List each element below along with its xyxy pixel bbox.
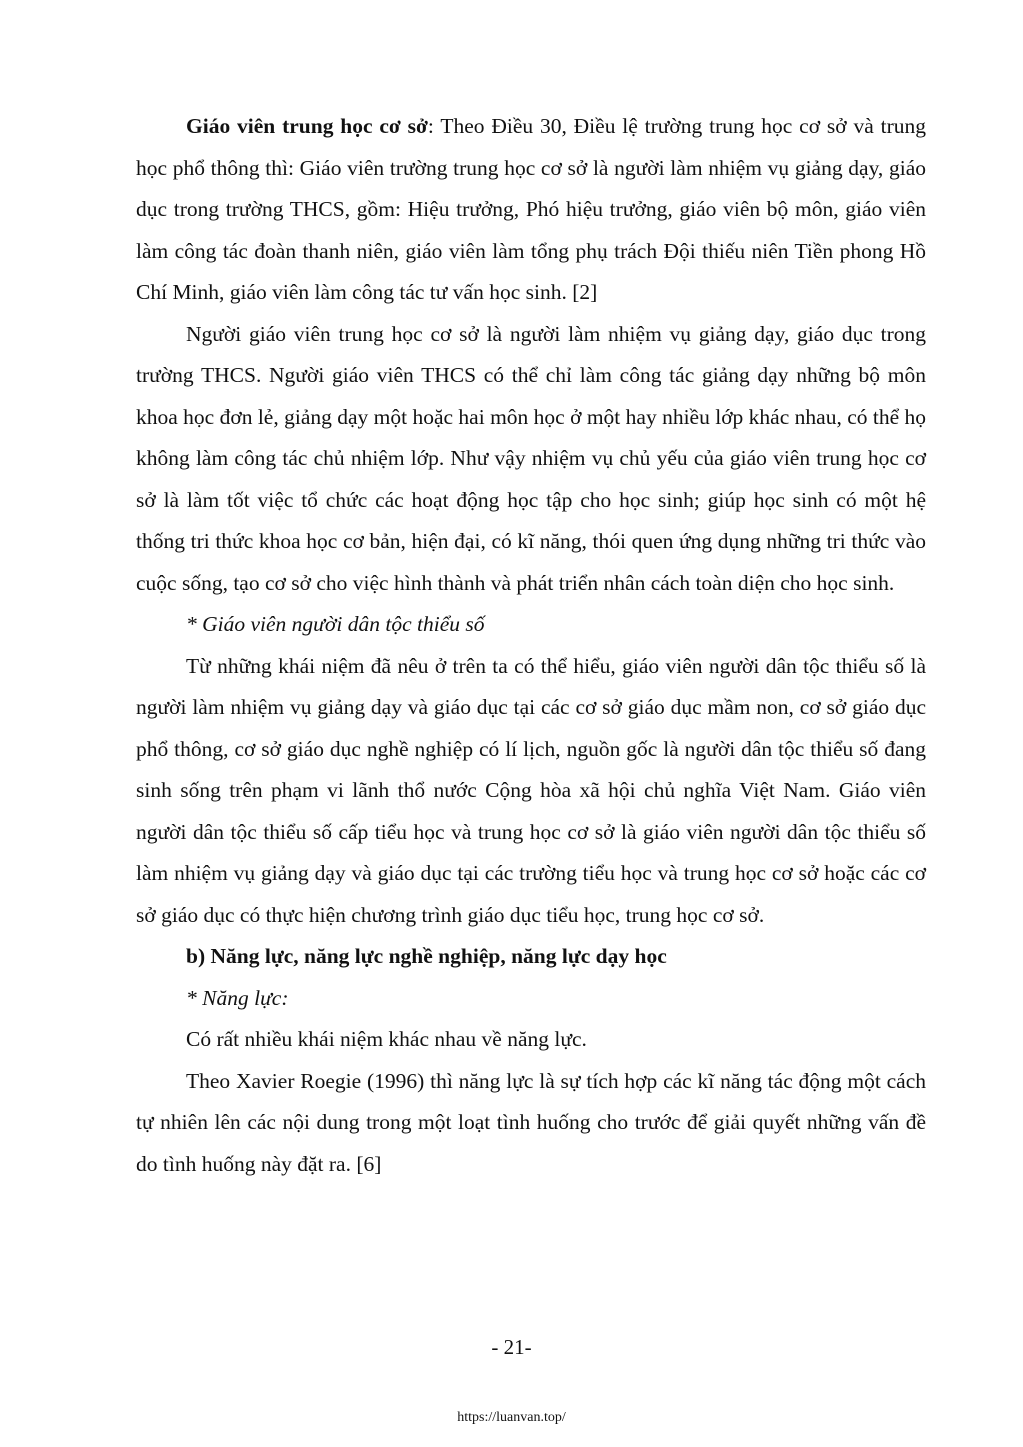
paragraph-many-concepts: Có rất nhiều khái niệm khác nhau về năng lực. [186, 1027, 587, 1051]
paragraph-ethnic-minority-definition: Từ những khái niệm đã nêu ở trên ta có thể hiểu, giáo viên người dân tộc thiểu số là người làm nhiệm vụ giảng dạy và giáo dục tại các cơ sở giáo dục mầm non, cơ sở giáo dục phổ thông, cơ sở giáo dục nghề nghiệp có lí lịch, nguồn gốc là người dân tộc thiểu số đang sinh sống trên phạm vi lãnh thổ nước Cộng hòa xã hội chủ nghĩa Việt Nam. Giáo viên người dân tộc thiểu số cấp tiểu học và trung học cơ sở là giáo viên người dân tộc thiểu số làm nhiệm vụ giảng dạy và giáo dục tại các trường tiểu học và trung học cơ sở hoặc các cơ sở giáo dục có thực hiện chương trình giáo dục tiểu học, trung học cơ sở. [136, 653, 926, 927]
paragraph-text: : Theo Điều 30, Điều lệ trường trung học cơ sở và trung học phổ thông thì: Giáo viên trường trung học cơ sở là người làm nhiệm vụ giảng dạy, giáo dục trong trường THCS, gồm: Hiệu trưởng, Phó hiệu trưởng, giáo viên bộ môn, giáo viên làm công tác đoàn thanh niên, giáo viên làm tổng phụ trách Đội thiếu niên Tiền phong Hồ Chí Minh, giáo viên làm công tác tư vấn học sinh. [2] [136, 114, 926, 304]
subheading-competence: * Năng lực: [186, 985, 289, 1010]
paragraph-lower-secondary-teacher [136, 106, 926, 314]
term-lower-secondary-teacher: Giáo viên trung học cơ sở [186, 114, 428, 138]
footer-url[interactable]: https://luanvan.top/ [457, 1410, 566, 1425]
page-number: - 21- [491, 1335, 532, 1359]
section-heading-competence: b) Năng lực, năng lực nghề nghiệp, năng lực dạy học [186, 944, 667, 968]
body-text [136, 106, 926, 1185]
subheading-ethnic-minority-teacher: * Giáo viên người dân tộc thiểu số [186, 612, 485, 636]
paragraph-teacher-role: Người giáo viên trung học cơ sở là người làm nhiệm vụ giảng dạy, giáo dục trong trường THCS. Người giáo viên THCS có thể chỉ làm công tác giảng dạy những bộ môn khoa học đơn lẻ, giảng dạy một hoặc hai môn học ở một hay nhiều lớp khác nhau, có thể họ không làm công tác chủ nhiệm lớp. Như vậy nhiệm vụ chủ yếu của giáo viên trung học cơ sở là làm tốt việc tổ chức các hoạt động học tập cho học sinh; giúp học sinh có một hệ thống tri thức khoa học cơ bản, hiện đại, có kĩ năng, thói quen ứng dụng những tri thức vào cuộc sống, tạo cơ sở cho việc hình thành và phát triển nhân cách toàn diện cho học sinh. [136, 321, 926, 595]
paragraph-xavier-roegie: Theo Xavier Roegie (1996) thì năng lực là sự tích hợp các kĩ năng tác động một cách tự nhiên lên các nội dung trong một loạt tình huống cho trước để giải quyết những vấn đề do tình huống này đặt ra. [6] [136, 1068, 926, 1176]
